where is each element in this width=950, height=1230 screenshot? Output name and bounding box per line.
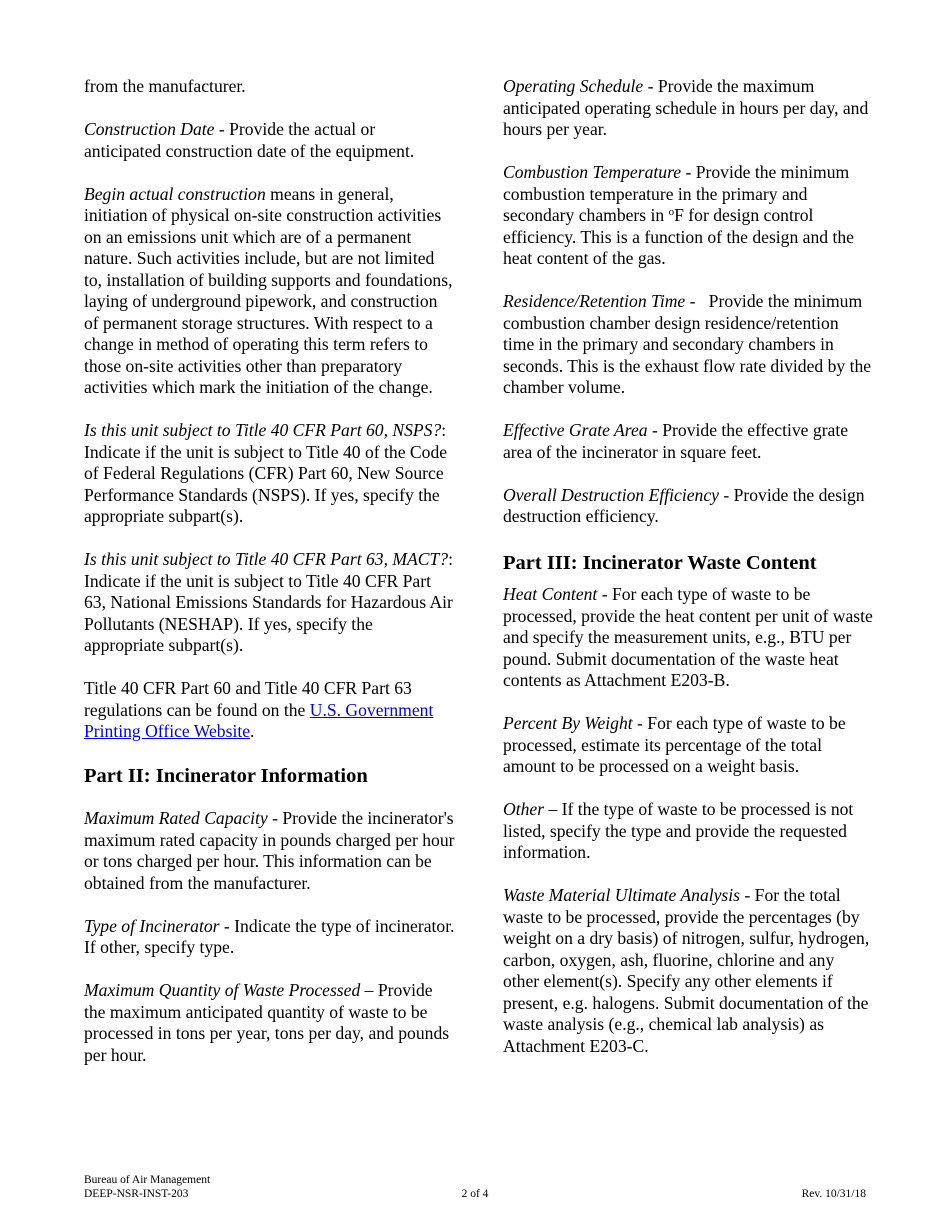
other-term: Other	[503, 799, 545, 819]
grate-area-term: Effective Grate Area	[503, 420, 648, 440]
max-quantity-text: – Provide the maximum anticipated quantity of waste to be processed in tons per year, tons per day, and pounds per hour.	[84, 980, 450, 1065]
combustion-temp-text-a: - Provide the minimum combustion temperature in the primary and secondary chambers in	[503, 162, 850, 225]
operating-schedule-paragraph	[503, 76, 873, 141]
percent-weight-paragraph	[503, 713, 873, 778]
type-incinerator-term: Type of Incinerator	[84, 915, 220, 936]
construction-date-text: - Provide the actual or anticipated construction date of the equipment.	[84, 119, 415, 161]
begin-construction-paragraph	[84, 184, 456, 399]
heat-content-paragraph	[503, 584, 873, 692]
max-quantity-paragraph	[84, 980, 456, 1066]
footer-bureau: Bureau of Air Management	[84, 1174, 211, 1186]
heat-content-text: - For each type of waste to be processed, provide the heat content per unit of waste and specify the measurement units, e.g., BTU per pound. Submit documentation of the waste heat contents as Attachment E203-B.	[503, 584, 873, 690]
combustion-temp-term: Combustion Temperature	[503, 162, 682, 182]
max-capacity-term: Maximum Rated Capacity	[84, 808, 268, 828]
ultimate-analysis-term: Waste Material Ultimate Analysis	[503, 885, 741, 905]
gpo-website-link[interactable]: U.S. Government Printing Office Website	[84, 699, 434, 741]
nsps-paragraph	[84, 420, 456, 528]
max-capacity-paragraph	[84, 808, 456, 894]
ultimate-analysis-paragraph	[503, 885, 873, 1057]
nsps-term: Is this unit subject to Title 40 CFR Part 60, NSPS?	[84, 420, 442, 440]
type-incinerator-text: - Indicate the type of incinerator. If other, specify type.	[84, 915, 455, 957]
mact-paragraph	[84, 549, 456, 657]
mact-text: : Indicate if the unit is subject to Title 40 CFR Part 63, National Emissions Standards for Hazardous Air Pollutants (NESHAP). If yes, specify the appropriate subpart(s).	[84, 549, 453, 655]
footer-page-number: 2 of 4	[461, 1188, 489, 1200]
continuation-text: from the manufacturer.	[84, 76, 246, 96]
other-paragraph	[503, 799, 873, 864]
part3-heading: Part III: Incinerator Waste Content	[503, 552, 817, 574]
regulations-paragraph	[84, 678, 456, 743]
destruction-paragraph	[503, 485, 873, 528]
other-text: – If the type of waste to be processed is not listed, specify the type and provide the requested information.	[503, 799, 854, 862]
residence-time-term: Residence/Retention Time	[503, 291, 686, 311]
begin-construction-text: means in general, initiation of physical on-site construction activities on an emissions unit which are of a permanent nature. Such activities include, but are not limited to, installation of building supports and foundations, laying of underground pipework, and construction of permanent storage structures. With respect to a change in method of operating this term refers to those on-site activities other than preparatory activities which mark the initiation of the change.	[84, 183, 453, 397]
ultimate-analysis-text: - For the total waste to be processed, provide the percentages (by weight on a dry basis) of nitrogen, sulfur, hydrogen, carbon, oxygen, ash, fluorine, chlorine and any other element(s). Specify any other elements if present, e.g. halogens. Submit documentation of the waste analysis (e.g., chemical lab analysis) as Attachment E203-C.	[503, 885, 870, 1056]
mact-term: Is this unit subject to Title 40 CFR Part 63, MACT?	[84, 549, 449, 569]
combustion-temp-paragraph	[503, 162, 873, 270]
destruction-text: - Provide the design destruction efficiency.	[503, 484, 865, 526]
combustion-temp-text-b: F for design control efficiency. This is a function of the design and the heat content of the gas.	[503, 205, 854, 268]
operating-schedule-term: Operating Schedule	[503, 76, 644, 96]
residence-time-paragraph	[503, 291, 876, 399]
begin-construction-term: Begin actual construction	[84, 183, 266, 204]
construction-date-paragraph	[84, 119, 456, 162]
part2-heading: Part II: Incinerator Information	[84, 765, 368, 787]
degree-superscript: o	[668, 206, 675, 218]
footer-revision: Rev. 10/31/18	[801, 1188, 866, 1200]
percent-weight-text: - For each type of waste to be processed, estimate its percentage of the total amount to be processed on a weight basis.	[503, 713, 846, 776]
continuation-paragraph	[84, 76, 456, 98]
regulations-end: .	[250, 721, 255, 741]
left-column	[84, 76, 456, 1088]
operating-schedule-text: - Provide the maximum anticipated operating schedule in hours per day, and hours per year.	[503, 76, 869, 139]
regulations-text: Title 40 CFR Part 60 and Title 40 CFR Part 63 regulations can be found on the	[84, 678, 412, 720]
grate-area-text: - Provide the effective grate area of the incinerator in square feet.	[503, 420, 849, 462]
heat-content-term: Heat Content	[503, 584, 598, 604]
destruction-term: Overall Destruction Efficiency	[503, 484, 719, 505]
type-incinerator-paragraph	[84, 916, 456, 959]
percent-weight-term: Percent By Weight	[503, 713, 633, 733]
residence-time-text: - Provide the minimum combustion chamber design residence/retention time in the primary and secondary chambers in seconds. This is the exhaust flow rate divided by the chamber volume.	[503, 291, 876, 397]
max-capacity-text: - Provide the incinerator's maximum rated capacity in pounds charged per hour or tons charged per hour. This information can be obtained from the manufacturer.	[84, 808, 455, 893]
nsps-text: : Indicate if the unit is subject to Title 40 of the Code of Federal Regulations (CFR) Part 60, New Source Performance Standards (NSPS). If yes, specify the appropriate subpart(s).	[84, 420, 448, 526]
max-quantity-term: Maximum Quantity of Waste Processed	[84, 980, 361, 1000]
footer-doc-id: DEEP-NSR-INST-203	[84, 1188, 189, 1200]
construction-date-term: Construction Date	[84, 119, 215, 139]
grate-area-paragraph	[503, 420, 873, 463]
right-column	[503, 76, 876, 1079]
